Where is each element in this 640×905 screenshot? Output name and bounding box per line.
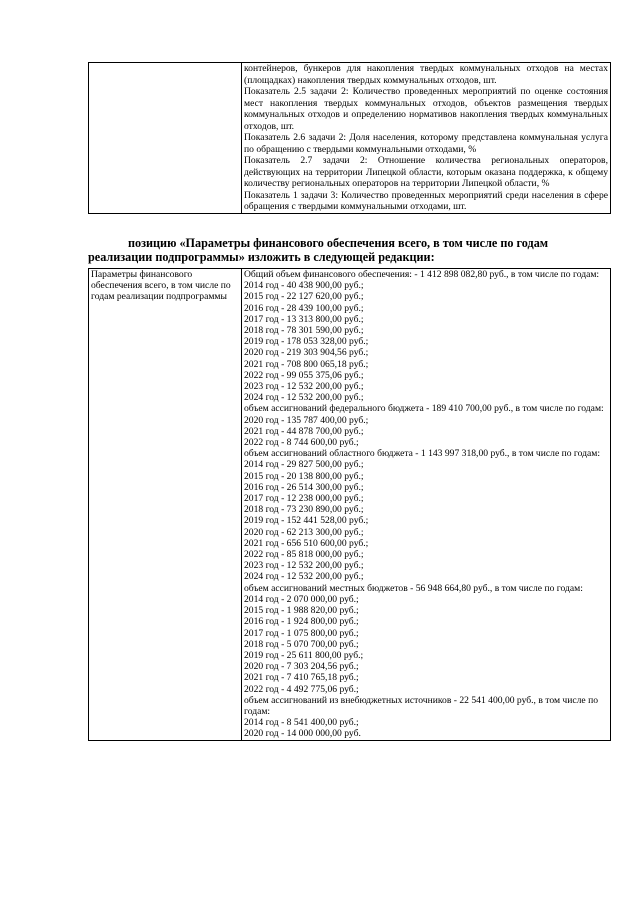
indicator-paragraph: Показатель 1 задачи 3: Количество проведенных мероприятий среди населения в сфере обращения с твердыми коммунальными отходами, шт. <box>244 189 608 212</box>
financing-line: 2014 год - 40 438 900,00 руб.; <box>244 280 364 292</box>
financing-line: 2016 год - 28 439 100,00 руб.; <box>244 302 364 314</box>
financing-line: объем ассигнований из внебюджетных источников - 22 541 400,00 руб., в том числе по годам: <box>244 694 599 717</box>
financing-line: 2020 год - 135 787 400,00 руб.; <box>244 414 369 426</box>
financing-line: 2023 год - 12 532 200,00 руб.; <box>244 560 364 572</box>
financing-line: Общий объем финансового обеспечения: - 1 412 898 082,80 руб., в том числе по годам: <box>244 269 600 280</box>
financing-line: 2020 год - 7 303 204,56 руб.; <box>244 661 359 673</box>
financing-line: 2019 год - 178 053 328,00 руб.; <box>244 336 369 348</box>
financing-line: 2024 год - 12 532 200,00 руб.; <box>244 392 364 404</box>
financing-line: 2020 год - 14 000 000,00 руб. <box>244 728 361 740</box>
financing-line: 2022 год - 8 744 600,00 руб.; <box>244 437 359 449</box>
financing-line: 2015 год - 20 138 800,00 руб.; <box>244 470 364 482</box>
financing-label-cell: Параметры финансового обеспечения всего, в том числе по годам реализации подпрограммы <box>89 269 242 741</box>
financing-line: 2015 год - 22 127 620,00 руб.; <box>244 291 364 303</box>
indicators-left-cell <box>89 63 242 214</box>
financing-line: 2022 год - 85 818 000,00 руб.; <box>244 549 364 561</box>
financing-line: 2017 год - 12 238 000,00 руб.; <box>244 493 364 505</box>
table-row <box>89 269 611 741</box>
financing-line: 2020 год - 62 213 300,00 руб.; <box>244 526 364 538</box>
financing-line: объем ассигнований областного бюджета - 1 143 997 318,00 руб., в том числе по годам: <box>244 448 601 460</box>
financing-line: 2020 год - 219 303 904,56 руб.; <box>244 347 369 359</box>
financing-line: 2018 год - 5 070 700,00 руб.; <box>244 638 359 650</box>
financing-line: 2021 год - 656 510 600,00 руб.; <box>244 537 369 549</box>
financing-line: 2016 год - 26 514 300,00 руб.; <box>244 481 364 493</box>
financing-line: 2018 год - 73 230 890,00 руб.; <box>244 504 364 516</box>
indicators-right-cell <box>242 63 611 214</box>
financing-line: 2022 год - 99 055 375,06 руб.; <box>244 369 364 381</box>
financing-line: 2021 год - 44 878 700,00 руб.; <box>244 425 364 437</box>
financing-line: 2023 год - 12 532 200,00 руб.; <box>244 381 364 393</box>
indicator-paragraph: Показатель 2.6 задачи 2: Доля населения, которому представлена коммунальная услуга по обращению с твердыми коммунальными отходами, % <box>244 132 608 155</box>
financing-line: 2014 год - 8 541 400,00 руб.; <box>244 717 359 729</box>
financing-line: 2017 год - 1 075 800,00 руб.; <box>244 627 359 639</box>
financing-line: 2024 год - 12 532 200,00 руб.; <box>244 571 364 583</box>
financing-line: 2022 год - 4 492 775,06 руб.; <box>244 683 359 695</box>
financing-line: 2018 год - 78 301 590,00 руб.; <box>244 325 364 337</box>
financing-line: 2021 год - 7 410 765,18 руб.; <box>244 672 359 684</box>
financing-line: 2019 год - 25 611 800,00 руб.; <box>244 649 364 661</box>
financing-line: 2021 год - 708 800 065,18 руб.; <box>244 358 369 370</box>
financing-line: 2016 год - 1 924 800,00 руб.; <box>244 616 359 628</box>
amendment-heading <box>88 236 613 264</box>
financing-line: объем ассигнований местных бюджетов - 56 948 664,80 руб., в том числе по годам: <box>244 582 583 594</box>
financing-line: 2019 год - 152 441 528,00 руб.; <box>244 515 369 527</box>
financing-line: 2017 год - 13 313 800,00 руб.; <box>244 313 364 325</box>
heading-line-2: реализации подпрограммы» изложить в следующей редакции: <box>88 250 435 264</box>
financing-line: 2014 год - 29 827 500,00 руб.; <box>244 459 364 471</box>
financing-table <box>88 268 611 741</box>
indicators-table <box>88 62 611 214</box>
indicator-paragraph: Показатель 2.5 задачи 2: Количество проведенных мероприятий по оценке состояния мест накопления твердых коммунальных отходов, объектов размещения твердых коммунальных отходов и определению нормативов накопления твердых коммунальных отходов, шт. <box>244 86 608 132</box>
financing-line: 2015 год - 1 988 820,00 руб.; <box>244 605 359 617</box>
indicator-paragraph: контейнеров, бункеров для накопления твердых коммунальных отходов на местах (площадках) накопления твердых коммунальных отходов, шт. <box>244 63 608 86</box>
table-row <box>89 63 611 214</box>
financing-line: объем ассигнований федерального бюджета - 189 410 700,00 руб., в том числе по годам: <box>244 403 604 415</box>
heading-line-1: позицию «Параметры финансового обеспечения всего, в том числе по годам <box>128 236 549 250</box>
financing-line: 2014 год - 2 070 000,00 руб.; <box>244 593 359 605</box>
financing-values-cell <box>242 269 611 741</box>
indicator-paragraph: Показатель 2.7 задачи 2: Отношение количества региональных операторов, действующих на территории Липецкой области, которым оказана поддержка, к общему количеству региональных операторов на территории Липецкой области, % <box>244 155 608 189</box>
